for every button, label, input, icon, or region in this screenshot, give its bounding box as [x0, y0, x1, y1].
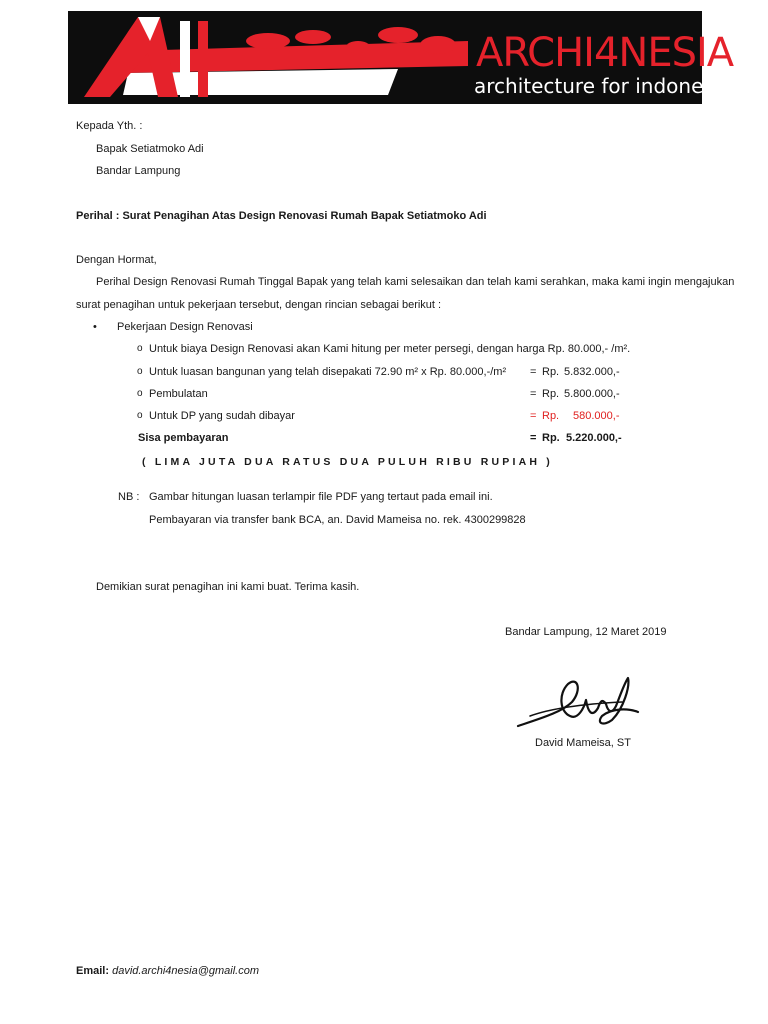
recipient-name: Bapak Setiatmoko Adi [96, 143, 204, 155]
letter-subject: Perihal : Surat Penagihan Atas Design Renovasi Rumah Bapak Setiatmoko Adi [76, 210, 487, 222]
detail-row-label: Pembulatan [149, 388, 208, 400]
detail-row-amount: 5.800.000,- [564, 388, 620, 400]
email-label: Email: [76, 965, 110, 977]
detail-row-amount: 580.000,- [573, 410, 620, 422]
signatory-name: David Mameisa, ST [535, 737, 631, 749]
total-label: Sisa pembayaran [138, 432, 229, 444]
circle-marker: o [137, 410, 143, 421]
intro-line-1: Perihal Design Renovasi Rumah Tinggal Bapak yang telah kami selesaikan dan telah kami serahkan, maka kami ingin mengajukan [96, 276, 735, 288]
circle-marker: o [137, 388, 143, 399]
circle-marker: o [137, 366, 143, 377]
detail-row-eq: = [530, 388, 537, 400]
detail-row-label: Untuk DP yang sudah dibayar [149, 410, 295, 422]
greeting: Dengan Hormat, [76, 254, 157, 266]
detail-row-amount: 5.832.000,- [564, 366, 620, 378]
header-banner [68, 11, 734, 104]
rate-note: Untuk biaya Design Renovasi akan Kami hitung per meter persegi, dengan harga Rp. 80.000,- /m². [149, 343, 631, 355]
work-item: Pekerjaan Design Renovasi [117, 321, 253, 333]
note-line-1: Gambar hitungan luasan terlampir file PDF yang tertaut pada email ini. [149, 491, 493, 503]
detail-row-currency: Rp. [542, 366, 560, 378]
note-line-2: Pembayaran via transfer bank BCA, an. David Mameisa no. rek. 4300299828 [149, 514, 526, 526]
closing-text: Demikian surat penagihan ini kami buat. Terima kasih. [96, 581, 360, 593]
total-amount: 5.220.000,- [566, 432, 622, 444]
note-label: NB : [118, 491, 140, 503]
email-address[interactable]: david.archi4nesia@gmail.com [112, 965, 259, 977]
detail-row-eq: = [530, 410, 537, 422]
brand-tagline: architecture for indonesia [474, 74, 732, 98]
bullet-marker: • [93, 321, 97, 333]
detail-row-eq: = [530, 366, 537, 378]
footer-email [76, 964, 259, 978]
brand-name: ARCHI4NESIA [476, 30, 734, 76]
place-date: Bandar Lampung, 12 Maret 2019 [505, 626, 667, 638]
recipient-city: Bandar Lampung [96, 165, 181, 177]
circle-marker: o [137, 343, 143, 354]
intro-line-2: surat penagihan untuk pekerjaan tersebut, dengan rincian sebagai berikut : [76, 299, 442, 311]
recipient-salutation: Kepada Yth. : [76, 120, 143, 132]
brand-logo [68, 11, 468, 104]
handwritten-signature [512, 668, 652, 738]
total-eq: = [530, 432, 537, 444]
detail-row-label: Untuk luasan bangunan yang telah disepakati 72.90 m² x Rp. 80.000,-/m² [149, 366, 507, 378]
detail-row-currency: Rp. [542, 410, 560, 422]
amount-in-words: ( LIMA JUTA DUA RATUS DUA PULUH RIBU RUPIAH ) [142, 456, 553, 468]
total-currency: Rp. [542, 432, 560, 444]
detail-row-currency: Rp. [542, 388, 560, 400]
